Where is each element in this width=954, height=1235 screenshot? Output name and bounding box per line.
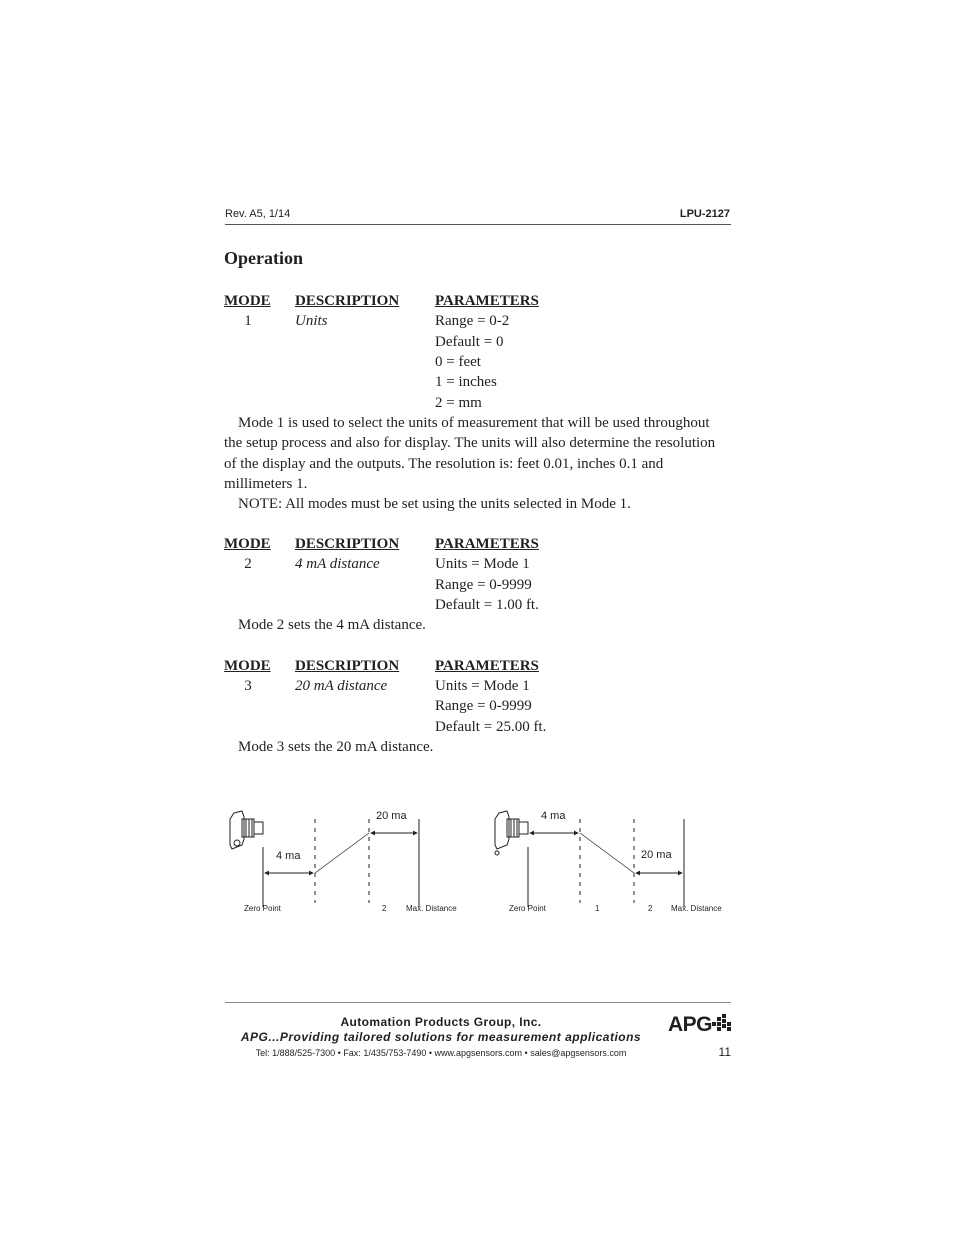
parameter-line: Units = Mode 1 (435, 678, 530, 694)
description-header: DESCRIPTION (295, 536, 400, 552)
parameters-header: PARAMETERS (435, 293, 539, 309)
company-tagline: APG...Providing tailored solutions for measurement applications (240, 1030, 642, 1044)
apg-logo-text: APG (668, 1013, 713, 1036)
section-title: Operation (224, 248, 303, 268)
diagram-4ma-20ma-right (487, 805, 732, 915)
sensor-icon (230, 811, 263, 849)
apg-logo (668, 1013, 732, 1037)
20ma-label: 20 ma (641, 849, 672, 861)
apg-logo-grid-icon (712, 1014, 732, 1032)
mode-description: Units (295, 313, 328, 329)
20ma-label: 20 ma (376, 810, 407, 822)
description-header: DESCRIPTION (295, 658, 400, 674)
parameters-header: PARAMETERS (435, 658, 539, 674)
description-header: DESCRIPTION (295, 293, 400, 309)
zero-point-label: Zero Point (244, 904, 281, 913)
parameter-line: Range = 0-9999 (435, 698, 532, 714)
parameter-line: Range = 0-9999 (435, 577, 532, 593)
parameter-line: Default = 1.00 ft. (435, 597, 539, 613)
mode-header: MODE (224, 536, 271, 552)
point-1-label: 1 (595, 904, 600, 913)
point-2-label: 2 (648, 904, 653, 913)
mode-description: 20 mA distance (295, 678, 388, 694)
parameter-line: Default = 0 (435, 334, 504, 350)
mode-header: MODE (224, 293, 271, 309)
mode-paragraph: Mode 3 sets the 20 mA distance. (238, 739, 434, 755)
revision-label: Rev. A5, 1/14 (225, 208, 291, 220)
parameter-line: 2 = mm (435, 395, 482, 411)
parameter-line: 1 = inches (435, 374, 497, 390)
mode-description: 4 mA distance (295, 556, 380, 572)
mode-number: 2 (244, 556, 252, 572)
parameter-line: 0 = feet (435, 354, 481, 370)
diagram-4ma-20ma-left (222, 805, 472, 915)
document-id: LPU-2127 (679, 208, 730, 220)
company-name: Automation Products Group, Inc. (340, 1015, 542, 1029)
mode-header: MODE (224, 658, 271, 674)
header-rule (225, 224, 731, 225)
slope-line (580, 833, 634, 873)
page-number: 11 (718, 1045, 731, 1059)
mode-number: 3 (244, 678, 252, 694)
parameter-line: Range = 0-2 (435, 313, 510, 329)
4ma-label: 4 ma (276, 850, 301, 862)
parameters-header: PARAMETERS (435, 536, 539, 552)
contact-info: Tel: 1/888/525-7300 • Fax: 1/435/753-7490 • www.apgsensors.com • sales@apgsensors.com (255, 1048, 627, 1058)
max-distance-label: Max. Distance (406, 904, 457, 913)
slope-line (315, 833, 369, 873)
point-2-label: 2 (382, 904, 387, 913)
sensor-icon (495, 811, 528, 855)
footer-rule (225, 1002, 731, 1003)
mode-paragraph: Mode 2 sets the 4 mA distance. (238, 617, 426, 633)
mode-number: 1 (244, 313, 252, 329)
parameter-line: Default = 25.00 ft. (435, 719, 547, 735)
mode-paragraph: Mode 1 is used to select the units of measurement that will be used throughout the setup process and also for display. The units will also determine the resolution of the display and the outputs. The resolution is: feet 0.01, inches 0.1 and millimeters 1. (224, 415, 716, 492)
note-paragraph: NOTE: All modes must be set using the units selected in Mode 1. (238, 496, 631, 512)
4ma-label: 4 ma (541, 810, 566, 822)
parameter-line: Units = Mode 1 (435, 556, 530, 572)
max-distance-label: Max. Distance (671, 904, 722, 913)
zero-point-label: Zero Point (509, 904, 546, 913)
